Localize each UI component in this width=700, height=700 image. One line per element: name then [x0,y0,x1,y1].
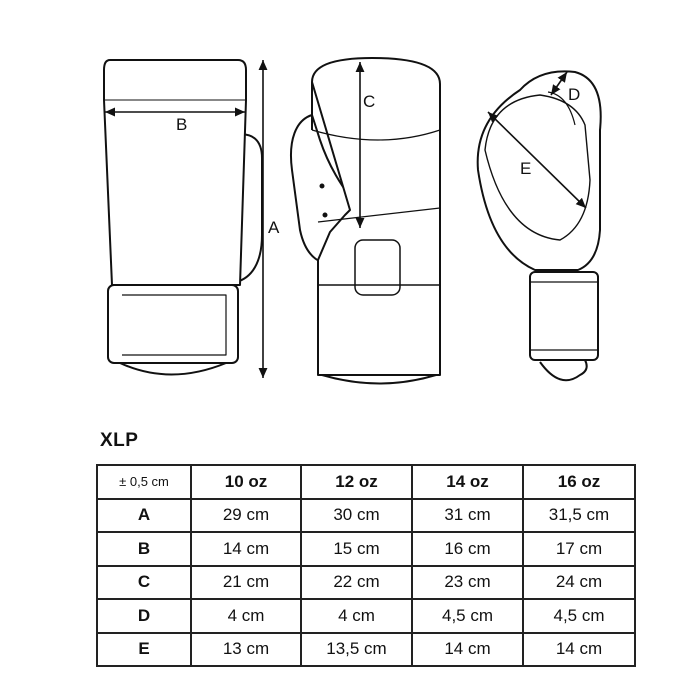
row-header: E [97,633,191,667]
row-header: C [97,566,191,600]
row-header: D [97,599,191,633]
table-header-row [97,465,635,499]
column-header: 10 oz [191,465,301,499]
table-cell: 4,5 cm [523,599,635,633]
table-cell: 14 cm [412,633,523,667]
row-header: A [97,499,191,533]
column-header: 14 oz [412,465,523,499]
dim-label-e: E [520,159,532,178]
table-cell: 31,5 cm [523,499,635,533]
table-cell: 17 cm [523,532,635,566]
size-table-title: XLP [100,430,139,451]
table-cell: 29 cm [191,499,301,533]
dim-label-c: C [363,92,376,111]
table-cell: 14 cm [191,532,301,566]
table-cell: 4,5 cm [412,599,523,633]
table-row [97,633,635,667]
table-cell: 24 cm [523,566,635,600]
table-cell: 21 cm [191,566,301,600]
table-cell: 4 cm [301,599,412,633]
row-header: B [97,532,191,566]
table-cell: 14 cm [523,633,635,667]
table-cell: 13,5 cm [301,633,412,667]
tolerance-cell: ± 0,5 cm [97,465,191,499]
column-header: 12 oz [301,465,412,499]
column-header: 16 oz [523,465,635,499]
size-table [96,464,636,667]
table-cell: 4 cm [191,599,301,633]
table-row [97,599,635,633]
table-cell: 22 cm [301,566,412,600]
table-cell: 23 cm [412,566,523,600]
table-row [97,566,635,600]
glove-back-view [478,71,601,380]
glove-front-view [104,60,262,375]
dim-label-d: D [568,85,581,104]
table-cell: 31 cm [412,499,523,533]
table-cell: 16 cm [412,532,523,566]
table-cell: 30 cm [301,499,412,533]
table-row [97,532,635,566]
dim-label-b: B [176,115,188,134]
table-cell: 13 cm [191,633,301,667]
table-row [97,499,635,533]
table-cell: 15 cm [301,532,412,566]
dim-label-a: A [268,218,280,237]
